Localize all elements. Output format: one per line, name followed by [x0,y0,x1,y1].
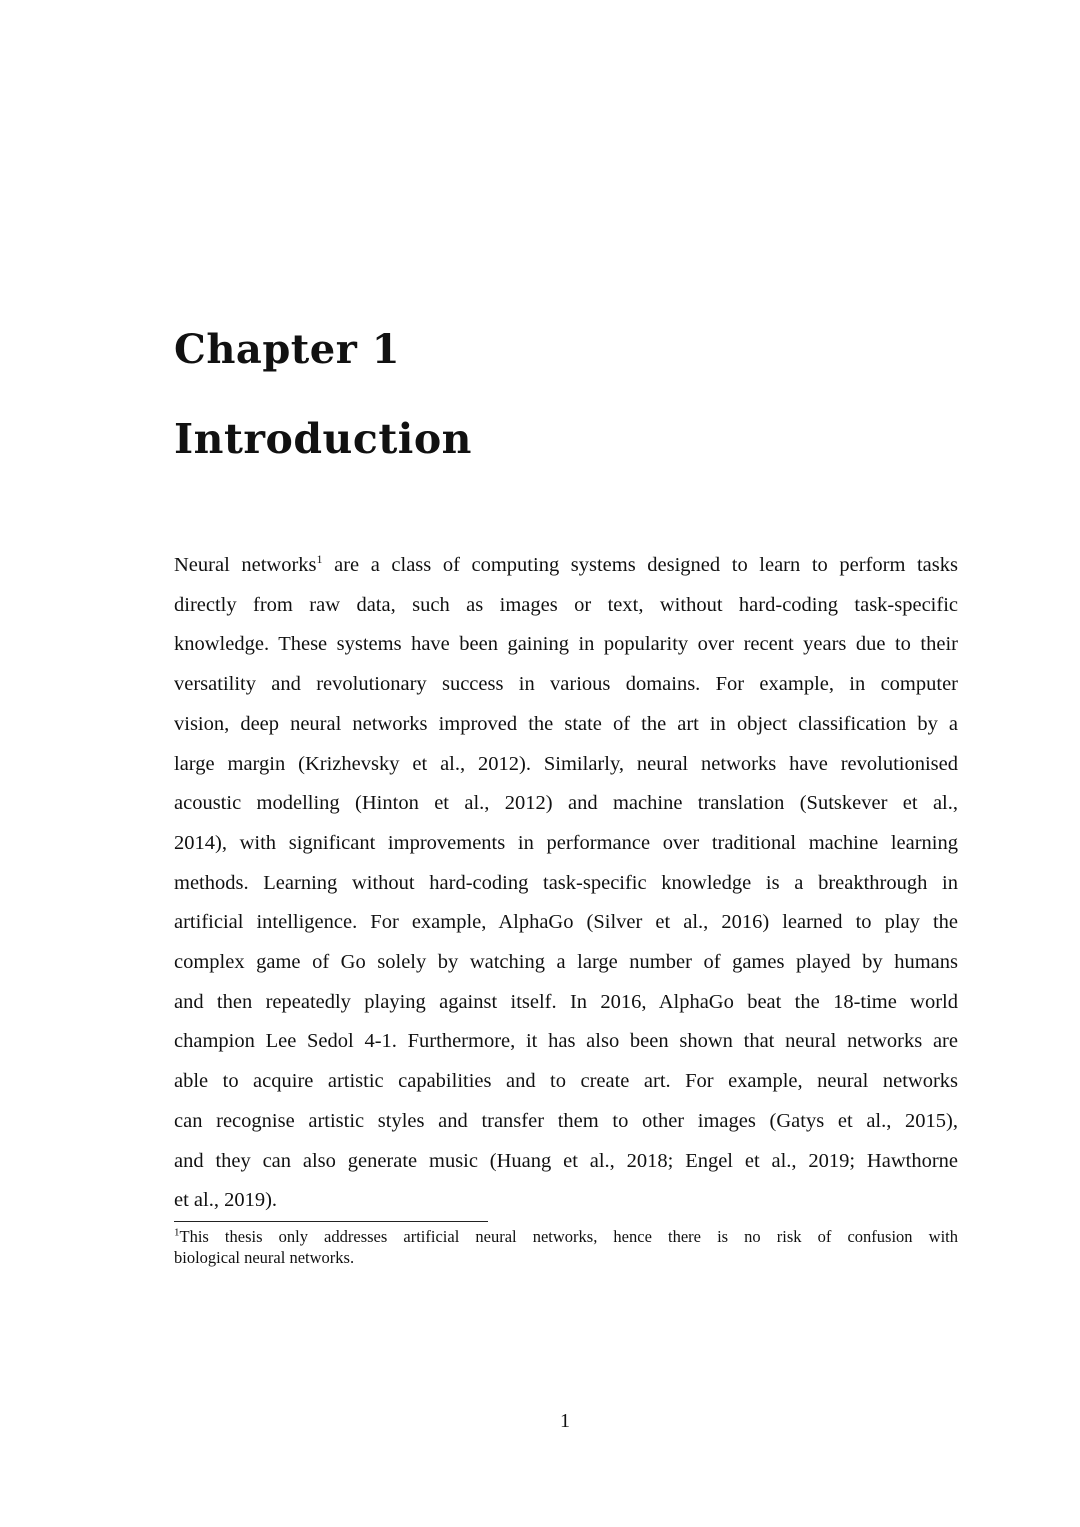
paragraph-line: complex game of Go solely by watching a large number of games played by humans [174,951,958,974]
page-number: 1 [560,1410,570,1432]
paragraph-line: large margin (Krizhevsky et al., 2012). Similarly, neural networks have revolutionised [174,752,958,775]
chapter-title: Introduction [174,415,472,463]
footnote-line: $^1$This thesis only addresses artificial neural networks, hence there is no risk of confusion with [174,1226,958,1246]
paragraph-line: acoustic modelling (Hinton et al., 2012) and machine translation (Sutskever et al., [174,792,958,815]
paragraph-line: methods. Learning without hard-coding task-specific knowledge is a breakthrough in [174,871,958,894]
paragraph-line: knowledge. These systems have been gaining in popularity over recent years due to their [174,633,958,656]
paragraph-line: 2014), with significant improvements in performance over traditional machine learning [174,831,958,854]
paragraph-line: Neural networks$^1$ are a class of computing systems designed to learn to perform tasks [174,552,958,576]
footnote-reference[interactable]: 1 [316,552,323,567]
paragraph-line: can recognise artistic styles and transfer them to other images (Gatys et al., 2015), [174,1109,958,1132]
footnote-line: biological neural networks. [174,1248,355,1267]
paragraph-line: and then repeatedly playing against itself. In 2016, AlphaGo beat the 18-time world [174,990,958,1013]
paragraph-line: directly from raw data, such as images or text, without hard-coding task-specific [174,593,958,616]
footnote-divider [174,1221,488,1222]
paragraph-line: versatility and revolutionary success in various domains. For example, in computer [174,673,958,696]
chapter-label: Chapter 1 [174,326,401,373]
first-words: Neural networks [174,554,317,576]
paragraph-line: champion Lee Sedol 4-1. Furthermore, it has also been shown that neural networks are [174,1030,958,1053]
paragraph-line: and they can also generate music (Huang et al., 2018; Engel et al., 2019; Hawthorne [174,1149,958,1172]
paragraph-line: et al., 2019). [174,1189,278,1212]
paragraph-line: able to acquire artistic capabilities and to create art. For example, neural networks [174,1070,958,1093]
body-paragraph [174,546,958,1221]
paragraph-line: artificial intelligence. For example, AlphaGo (Silver et al., 2016) learned to play the [174,911,958,934]
paragraph-line: vision, deep neural networks improved the state of the art in object classification by a [174,712,958,735]
footnote-marker: 1 [174,1226,180,1239]
footnote [174,1226,958,1268]
